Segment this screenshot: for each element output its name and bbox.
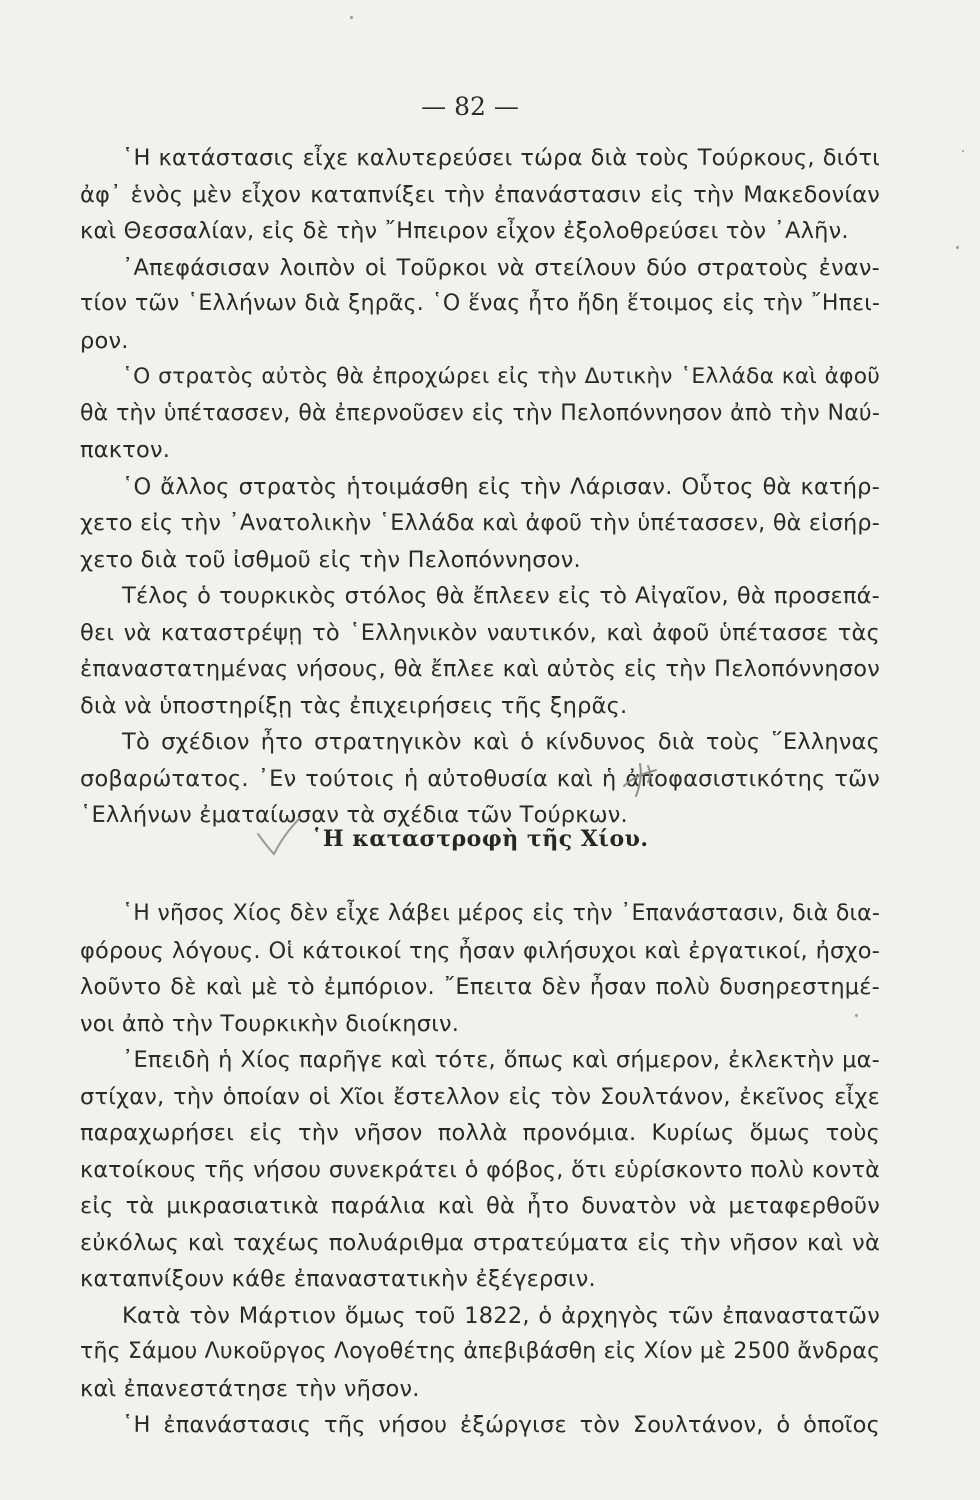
body-text-section-1: [80, 140, 880, 834]
body-text-section-2: [80, 896, 880, 1444]
text-line: ῾Η ἐπανάστασις τῆς νήσου ἐξώργισε τὸν Σουλτάνον, ὁ ὁποῖος: [122, 1412, 880, 1438]
pencil-annotation-mark: [618, 756, 664, 800]
paper-speck: [962, 150, 964, 152]
text-line: ῾Η κατάστασις εἶχε καλυτερεύσει τώρα διὰ τοὺς Τούρκους, διότι: [122, 145, 880, 171]
text-line: καταπνίξουν κάθε ἐπαναστατικὴν ἐξέγερσιν.: [80, 1266, 596, 1292]
paper-speck: [855, 1014, 858, 1017]
text-line: σοβαρώτατος. ᾽Εν τούτοις ἡ αὐτοθυσία καὶ ἡ ἀποφασιστικότης τῶν: [80, 765, 880, 792]
page-number: — 82 —: [421, 92, 519, 121]
text-line: νοι ἀπὸ τὴν Τουρκικὴν διοίκησιν.: [80, 1010, 460, 1037]
paper-speck: [350, 16, 353, 19]
text-line: εἰς τὰ μικρασιατικὰ παράλια καὶ θὰ ἦτο δυνατὸν νὰ μεταφερθοῦν: [80, 1193, 880, 1219]
text-line: ἀφ᾽ ἑνὸς μὲν εἶχον καταπνίξει τὴν ἐπανάστασιν εἰς τὴν Μακεδονίαν: [80, 181, 880, 208]
text-line: ῾Ελλήνων ἐματαίωσαν τὰ σχέδια τῶν Τούρκων.: [80, 802, 628, 828]
text-line: φόρους λόγους. Οἱ κάτοικοί της ἦσαν φιλήσυχοι καὶ ἐργατικοί, ἠσχο-: [80, 937, 880, 964]
text-line: ρον.: [80, 327, 129, 354]
text-line: χετο εἰς τὴν ᾽Ανατολικὴν ῾Ελλάδα καὶ ἀφοῦ τὴν ὑπέτασσεν, θὰ εἰσήρ-: [80, 510, 880, 536]
text-line: ἐπαναστατημένας νήσους, θὰ ἔπλεε καὶ αὐτὸς εἰς τὴν Πελοπόννησον: [80, 656, 880, 682]
text-line: ῾Ο στρατὸς αὐτὸς θὰ ἐπροχώρει εἰς τὴν Δυτικὴν ῾Ελλάδα καὶ ἀφοῦ: [122, 364, 880, 389]
text-line: τῆς Σάμου Λυκοῦργος Λογοθέτης ἀπεβιβάσθη εἰς Χίον μὲ 2500 ἄνδρας: [80, 1339, 881, 1364]
text-line: καὶ Θεσσαλίαν, εἰς δὲ τὴν ῎Ηπειρον εἶχον ἐξολοθρεύσει τὸν ᾽Αλῆν.: [80, 218, 849, 244]
text-line: ᾽Απεφάσισαν λοιπὸν οἱ Τοῦρκοι νὰ στείλουν δύο στρατοὺς ἐναν-: [122, 254, 880, 281]
text-line: ᾽Επειδὴ ἡ Χίος παρῆγε καὶ τότε, ὅπως καὶ σήμερον, ἐκλεκτὴν μα-: [122, 1047, 880, 1073]
paper-speck: [956, 246, 959, 249]
text-line: Τὸ σχέδιον ἦτο στρατηγικὸν καὶ ὁ κίνδυνος διὰ τοὺς ῞Ελληνας: [122, 729, 880, 755]
text-line: παραχωρήσει εἰς τὴν νῆσον πολλὰ προνόμια. Κυρίως ὅμως τοὺς: [80, 1120, 880, 1146]
text-line: τίον τῶν ῾Ελλήνων διὰ ξηρᾶς. ῾Ο ἕνας ἦτο ἤδη ἕτοιμος εἰς τὴν ῎Ηπει-: [80, 291, 880, 316]
text-line: στίχαν, τὴν ὁποίαν οἱ Χῖοι ἔστελλον εἰς τὸν Σουλτάνον, ἐκεῖνος εἶχε: [80, 1083, 880, 1110]
text-line: ῾Η νῆσος Χίος δὲν εἶχε λάβει μέρος εἰς τὴν ᾽Επανάστασιν, διὰ δια-: [122, 901, 880, 926]
text-line: Κατὰ τὸν Μάρτιον ὅμως τοῦ 1822, ὁ ἀρχηγὸς τῶν ἐπαναστατῶν: [122, 1302, 880, 1329]
text-line: κατοίκους τῆς νήσου συνεκράτει ὁ φόβος, ὅτι εὑρίσκοντο πολὺ κοντὰ: [80, 1156, 880, 1183]
text-line: Τέλος ὁ τουρκικὸς στόλος θὰ ἔπλεεν εἰς τὸ Αἰγαῖον, θὰ προσεπά-: [122, 583, 880, 609]
text-line: εὐκόλως καὶ ταχέως πολυάριθμα στρατεύματα εἰς τὴν νῆσον καὶ νὰ: [80, 1229, 880, 1256]
text-line: θὰ τὴν ὑπέτασσεν, θὰ ἐπερνοῦσεν εἰς τὴν Πελοπόννησον ἀπὸ τὴν Ναύ-: [80, 400, 880, 426]
text-line: λοῦντο δὲ καὶ μὲ τὸ ἐμπόριον. ῎Επειτα δὲν ἦσαν πολὺ δυσηρεστημέ-: [80, 974, 880, 1000]
text-line: καὶ ἐπανεστάτησε τὴν νῆσον.: [80, 1375, 420, 1402]
text-line: πακτον.: [80, 437, 171, 463]
text-line: ῾Ο ἄλλος στρατὸς ἡτοιμάσθη εἰς τὴν Λάρισαν. Οὗτος θὰ κατήρ-: [122, 473, 880, 500]
text-line: θει νὰ καταστρέψῃ τὸ ῾Ελληνικὸν ναυτικόν, καὶ ἀφοῦ ὑπέτασσε τὰς: [80, 619, 880, 646]
text-line: διὰ νὰ ὑποστηρίξῃ τὰς ἐπιχειρήσεις τῆς ξηρᾶς.: [80, 692, 628, 719]
section-heading: ῾Η καταστροφὴ τῆς Χίου.: [311, 826, 649, 852]
text-line: χετο διὰ τοῦ ἰσθμοῦ εἰς τὴν Πελοπόννησον.: [80, 546, 581, 573]
